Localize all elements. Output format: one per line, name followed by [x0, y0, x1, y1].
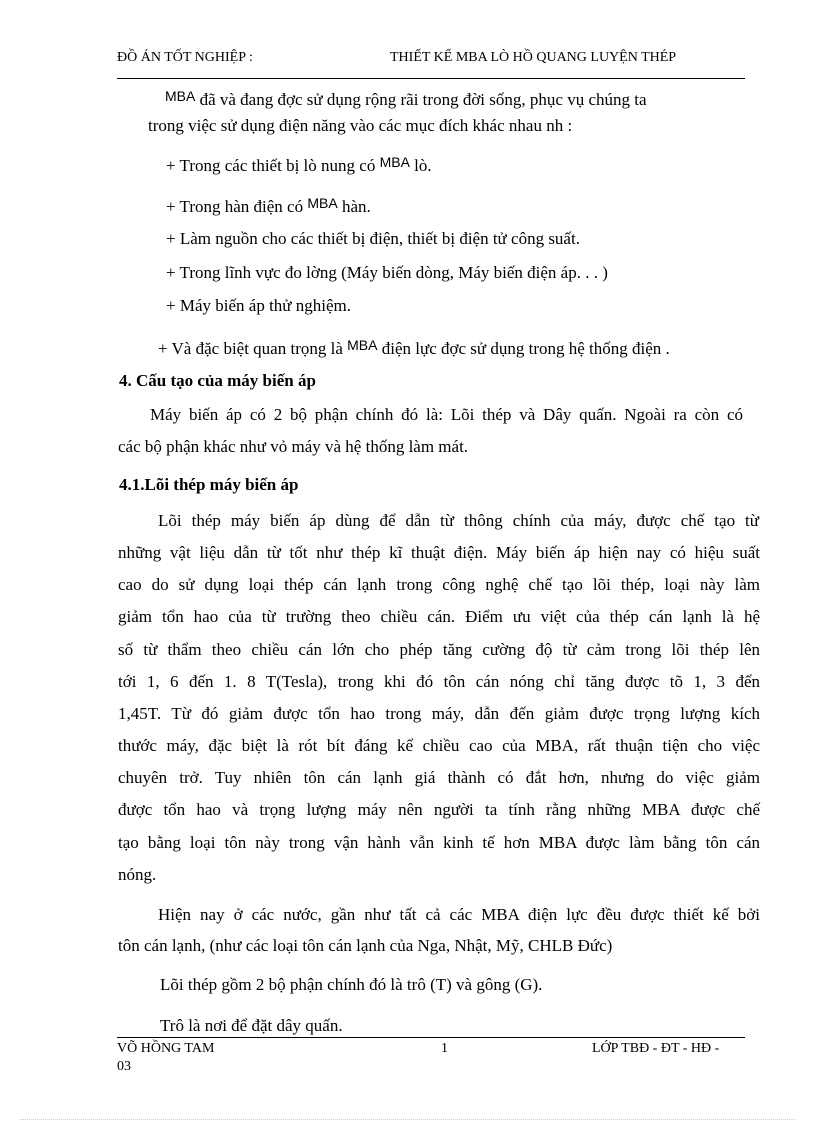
- bullet-item: + Máy biến áp thử nghiệm.: [166, 296, 351, 315]
- bullet-item: + Và đặc biệt quan trọng là $^{MBA}$ điện lực đợc sử dụng trong hệ thống điện .: [158, 337, 670, 358]
- paragraph-line: nóng.: [118, 865, 157, 884]
- header-right: THIẾT KẾ MBA LÒ HỒ QUANG LUYỆN THÉP: [390, 50, 677, 65]
- page-number: 1: [441, 1041, 448, 1056]
- footer-class: LỚP TBĐ - ĐT - HĐ -: [592, 1041, 720, 1056]
- footer-divider: [117, 1037, 745, 1038]
- footer-author: VÕ HỒNG TAM: [117, 1041, 215, 1056]
- section-heading-4: 4. Cấu tạo của máy biến áp: [119, 371, 316, 390]
- paragraph-line: tới 1, 6 đến 1. 8 T(Tesla), trong khi đó tôn cán nóng chỉ tăng được tõ 1, 3 đến: [118, 672, 760, 691]
- bullet-item: + Làm nguồn cho các thiết bị điện, thiết bị điện tử công suất.: [166, 229, 580, 248]
- paragraph-line: tạo bằng loại tôn này trong vận hành vẫn kinh tế hơn MBA được làm bằng tôn cán: [118, 833, 760, 852]
- abbr-mba: MBA: [165, 88, 196, 104]
- paragraph-line: Hiện nay ở các nước, gần như tất cả các MBA điện lực đều được thiết kế bởi: [158, 905, 760, 924]
- section-heading-4-1: 4.1.Lõi thép máy biến áp: [119, 475, 299, 494]
- paragraph-line: Máy biến áp có 2 bộ phận chính đó là: Lõi thép và Dây quấn. Ngoài ra còn có: [150, 405, 743, 424]
- paragraph-line: cao do sử dụng loại thép cán lạnh trong công nghệ chế tạo lõi thép, loại này làm: [118, 575, 760, 594]
- paragraph-line: các bộ phận khác như vỏ máy và hệ thống làm mát.: [118, 437, 469, 456]
- abbr-mba: MBA: [347, 337, 378, 353]
- abbr-mba: MBA: [307, 195, 338, 211]
- bullet-item: + Trong lĩnh vực đo lờng (Máy biến dòng, Máy biến điện áp. . . ): [166, 263, 608, 282]
- header-divider: [117, 78, 745, 79]
- paragraph-line: được tổn hao và trọng lượng máy nên người ta tính rằng những MBA được chế: [118, 800, 760, 819]
- intro-line-2: trong việc sử dụng điện năng vào các mục đích khác nhau nh :: [148, 116, 573, 135]
- paragraph-line: thước máy, đặc biệt là rót bít đáng kể chiều cao của MBA, rất thuận tiện cho việc: [118, 736, 760, 755]
- paragraph-line: tôn cán lạnh, (như các loại tôn cán lạnh của Nga, Nhật, Mỹ, CHLB Đức): [118, 936, 613, 955]
- bullet-item: + Trong các thiết bị lò nung có $^{MBA}$ lò.: [166, 154, 432, 175]
- paragraph-line: những vật liệu dẫn từ tốt như thép kĩ thuật điện. Máy biến áp hiện nay có hiệu suất: [118, 543, 760, 562]
- bullet-item: + Trong hàn điện có $^{MBA}$ hàn.: [166, 195, 371, 216]
- paragraph-line: giảm tổn hao của từ trường theo chiều cán. Điểm ưu việt của thép cán lạnh là hệ: [118, 607, 760, 626]
- paragraph-line: Lõi thép gồm 2 bộ phận chính đó là trô (T) và gông (G).: [160, 975, 543, 994]
- header-left: ĐỒ ÁN TỐT NGHIỆP :: [117, 50, 253, 65]
- intro-line-1: $^{MBA}$ đã và đang đợc sử dụng rộng rãi trong đời sống, phục vụ chúng ta: [165, 88, 647, 109]
- paragraph-line: Trô là nơi để đặt dây quấn.: [160, 1016, 343, 1035]
- page-edge-dotted-line: [20, 1119, 796, 1120]
- paragraph-line: chuyên trở. Tuy nhiên tôn cán lạnh giá thành có đắt hơn, nhưng do việc giảm: [118, 768, 760, 787]
- paragraph-line: Lõi thép máy biến áp dùng để dẫn từ thông chính của máy, được chế tạo từ: [158, 511, 759, 530]
- paragraph-line: số từ thẩm theo chiều cán lớn cho phép tăng cường độ từ cảm trong lõi thép lên: [118, 640, 760, 659]
- paragraph-line: 1,45T. Từ đó giảm được tổn hao trong máy, dẫn đến giảm được trọng lượng kích: [118, 704, 760, 723]
- abbr-mba: MBA: [379, 154, 410, 170]
- footer-author-continued: 03: [117, 1059, 131, 1074]
